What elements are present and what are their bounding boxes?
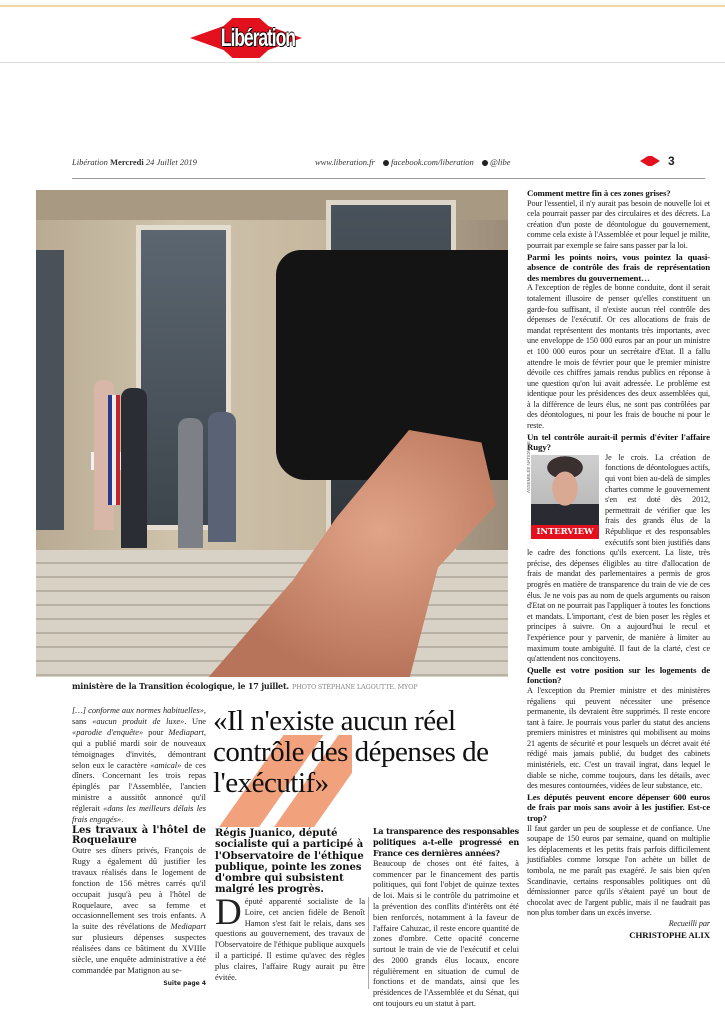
masthead-divider — [0, 62, 725, 63]
portrait — [531, 455, 599, 525]
first-question-column — [373, 826, 519, 1010]
photo-window-left — [36, 250, 64, 530]
t: de ces dîners. Concernant les trois repas épinglés par l'Assemblée, l'ancien ministre a aussitôt annoncé qu'il réglerait — [72, 760, 206, 814]
question: Parmi les points noirs, vous pointez la quasi-absence de contrôle des frais de représentation des membres du gouvernement… — [527, 251, 710, 283]
diamond-arrow-icon — [640, 156, 660, 166]
photo-person — [121, 388, 147, 548]
left-column — [72, 706, 206, 990]
byline-name: CHRISTOPHE ALIX — [629, 929, 710, 940]
question: Les députés peuvent encore dépenser 600 euros de frais par mois sans avoir à les justifier. Est-ce trop? — [527, 791, 710, 824]
answer: Beaucoup de choses ont été faites, à commencer par le financement des partis politiques, qui font l'objet de quinze textes de loi. Mais si le contrôle du patrimoine et la prévention des conflits d'intérêts ont été bien renforcés, notamment à la faveur de l'affaire Cahuzac, il reste encore quantité de zones d'ombre. Cette opacité concerne surtout le train de vie de l'exécutif et celui des 2000 grands élus locaux, encore régulièrement en situation de cumul de fonctions et de mandats, ainsi que les présidences de l'Assemblée et du Sénat, qui ont toujours eu un statut à part. — [373, 858, 519, 1009]
paragraph — [72, 845, 206, 987]
t: «parodie d'enquête» — [72, 727, 144, 737]
intro-column — [215, 892, 365, 983]
question: Un tel contrôle aurait-il permis d'éviter l'affaire Rugy? — [527, 431, 710, 453]
column-rule — [368, 897, 369, 989]
t: pour — [143, 727, 169, 737]
website-link[interactable]: www.liberation.fr — [315, 157, 375, 167]
photo-caption — [72, 681, 417, 691]
photo-person — [178, 418, 203, 548]
page-number — [640, 154, 675, 168]
photo-person — [208, 412, 236, 542]
continued-link[interactable]: Suite page 4 — [163, 979, 206, 987]
facebook-link[interactable]: facebook.com/liberation — [390, 157, 474, 167]
news-photo — [36, 190, 508, 677]
answer: A l'exception de règles de bonne conduite, dont il serait totalement illusoire de penser qu'elles constituent un garde-fou suffisant, il n'existe aucun réel contrôle des dépenses de l'exécutif. Or ces allocations de frais de mandat représentent des montants très importants, avec une enveloppe de 150 000 euros par an pour un ministre et 100 000 euros pour un secrétaire d'Etat. Il a fallu attendre le mois de février pour que le premier ministre dévoile ces chiffres jamais rendus publics en réponse à une question qu'on lui avait adressée. Le problème est identique pour les présidences des deux assemblées qui, à la différence de leurs élus, ne sont pas contrôlées par des déontologues, ni pour les frais de bouche ni pour le reste. — [527, 283, 710, 431]
page-number-value: 3 — [668, 154, 675, 168]
answer: A l'exception du Premier ministre et des ministères régaliens qui peuvent nécessiter une présence permanente, ils devraient être supprimés. Il reste encore tant à faire. Je pourrais vous parler du statut des anciens premiers ministres et ministres qui mobilisent au moins 21 agents de sécurité et pour lesquels un décret avait été rédigé mais jamais publié, du budget des cabinets ministériels, etc. C'est un travail ingrat, dans lequel le diable se niche, comme toujours, dans les détails, avec des mesures contournées, vidées de leur substance, etc. — [527, 685, 710, 791]
t: Mediapart — [170, 922, 206, 932]
paragraph — [72, 706, 206, 826]
caption-text: ministère de la Transition écologique, le 17 juillet. — [72, 681, 290, 691]
t: . Une — [184, 716, 206, 726]
folio-date — [72, 157, 197, 167]
liberation-logo[interactable] — [190, 18, 302, 58]
question: La transparence des responsables politiques a-t-elle progressé en France ces dernières années? — [373, 826, 519, 858]
interview-column — [527, 188, 710, 941]
t: , sans — [72, 706, 206, 726]
drop-cap: D — [215, 892, 242, 933]
t: «aucun produit de luxe» — [92, 716, 185, 726]
t: sur plusieurs dépenses suspectes réalisées dans ce bâtiment du XVIIIe siècle, une enquête administrative a été commandée par Matignon au se- — [72, 933, 206, 975]
intro-text: éputé apparenté socialiste de la Loire, cet ancien fidèle de Benoît Hamon s'est fait le relais, dans ses questions au gouvernement, des travaux de l'Observatoire de l'éthique publique auxquels il a participé. Il estime qu'avec des règles plus claires, l'affaire Rugy aurait pu être évitée. — [215, 897, 365, 982]
t: […] conforme aux normes habituelles» — [72, 706, 204, 715]
t: Outre ses dîners privés, François de Rugy a également dû justifier les travaux réalisés dans le logement de fonction de 156 mètres carrés qu'il occupait jusqu'à peu à l'hôtel de Roquelaure, avec sa femme et occasionnellement ses trois enfants. A la suite des révélations de — [72, 845, 206, 932]
lead-paragraph: Régis Juanico, député socialiste qui a participé à l'Observatoire de l'éthique publique, pointe les zones d'ombre qui subsistent malgré les progrès. — [215, 828, 364, 896]
twitter-icon — [482, 160, 488, 166]
headline-quote: «Il n'existe aucun réel contrôle des dépenses de l'exécutif» — [213, 705, 489, 799]
folio-links — [315, 157, 511, 167]
question: Quelle est votre position sur les logements de fonction? — [527, 664, 710, 686]
t: . — [121, 815, 124, 825]
t: , qui a publié mardi soir de nouveaux témoignages d'invités, démontrant selon eux le caractère — [72, 727, 206, 770]
facebook-icon — [383, 160, 389, 166]
photo-credit: PHOTO STÉPHANE LAGOUTTE. MYOP — [292, 683, 418, 691]
interviewee-photo — [526, 441, 599, 541]
weekday: Mercredi — [110, 157, 144, 167]
t: Mediapart — [168, 727, 204, 737]
paper-name: Libération — [72, 157, 108, 167]
twitter-link[interactable]: @libe — [489, 157, 511, 167]
interview-badge: INTERVIEW — [531, 525, 599, 539]
t: «amical» — [150, 760, 182, 770]
answer-text: Je le crois. La création de fonctions de déontologues actifs, qui vont bien au-delà de simples chartes comme le gouvernement s'en est doté dès 2012, permettrait de vérifier que les frais des grands élus de la République et des responsables exécutifs sont bien justifiés dans le cadre des fonctions qu'ils exercent. La liste, très précise, des dépenses éligibles au titre d'allocation de frais de mandat des parlementaires a permis de gros progrès en matière de transparence du train de vie de ces élus. Je ne vois pas au nom de quels arguments ou raison d'Etat on ne pourrait pas l'appliquer à toutes les fonctions et mandats. L'important, c'est de bien poser les règles et principes à suivre. On a aujourd'hui le recul et l'expérience pour y parvenir, de manière à limiter au maximum toute ambiguïté. Il faut de la clarté, c'est ce qu'attendent nos concitoyens. — [527, 452, 710, 664]
t: «dans les meilleurs délais les frais engagés» — [72, 804, 206, 825]
logo-wordmark: Libération — [220, 24, 295, 52]
issue-date: 24 Juillet 2019 — [145, 157, 197, 167]
photo-flag — [108, 395, 120, 505]
portrait-credit: ASSEMBLÉE NATIONALE — [526, 441, 531, 493]
answer: Il faut garder un peu de souplesse et de confiance. Une soupape de 150 euros par semaine, quand on multiplie les déplacements et les petits frais parfois difficilement justifiables comme lorsque l'on achète un billet de tombola, ne me paraît pas exagéré. Je sais bien qu'en Scandinavie, certains responsables politiques ont dû démissionner parce qu'ils s'étaient payé un bout de chocolat avec de l'argent public, mais il ne faudrait pas non plus tomber dans un excès inverse. — [527, 823, 710, 918]
byline-label: Recueilli par — [668, 918, 710, 928]
header-rule — [72, 178, 705, 179]
top-accent-line — [0, 5, 725, 7]
question: Comment mettre fin à ces zones grises? — [527, 188, 671, 198]
answer: Pour l'essentiel, il n'y aurait pas besoin de nouvelle loi et cela pourrait passer par des circulaires et des décrets. La création d'un poste de déontologue du gouvernement, comme cela existe à l'Assemblée et pour lequel je milite, pourrait par exemple se faire sans passer par la loi. — [527, 198, 710, 250]
subheading: Les travaux à l'hôtel de Roquelaure — [72, 824, 206, 846]
